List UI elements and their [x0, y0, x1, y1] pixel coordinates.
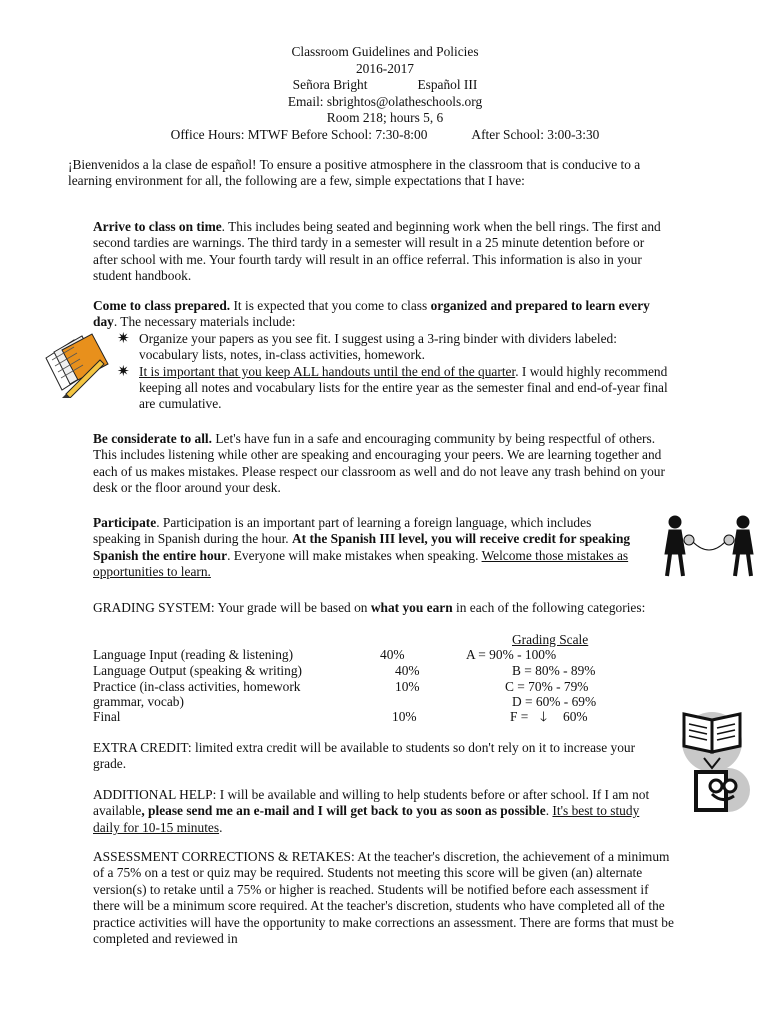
- category-name: Practice (in-class activities, homework: [93, 679, 301, 694]
- grading-intro: GRADING SYSTEM: Your grade will be based on what you earn in each of the following categories:: [93, 600, 646, 615]
- participate-section: Participate. Participation is an important part of learning a foreign language, which includes speaking in Spanish during the hour. At the Spanish III level, you will receive credit for speaking Spanish the entire hour. Everyone will make mistakes when speaking. Welcome those mistakes as opportunities to learn.: [93, 515, 631, 580]
- extra-credit-section: EXTRA CREDIT: limited extra credit will be available to students so don't rely on it to increase your grade.: [93, 740, 636, 772]
- book-and-student-icon: [678, 708, 750, 816]
- grade-scale-row: F =: [510, 709, 529, 724]
- category-name: Final: [93, 709, 121, 724]
- category-weight: 10%: [392, 709, 417, 724]
- prepared-heading: Come to class prepared.: [93, 298, 231, 313]
- grade-scale-row: B = 80% - 89%: [512, 663, 596, 678]
- arrive-section: [93, 219, 671, 285]
- considerate-section: Be considerate to all. Let's have fun in a safe and encouraging community by being respectful of others. This includes listening while other are speaking and encouraging your peers. We are learning together and each of us makes mistakes. Please respect our classroom as well and do not leave any trash behind on your desk or the floor around your desk.: [93, 431, 665, 496]
- document-title: Classroom Guidelines and Policies: [291, 44, 479, 59]
- grading-scale-heading: Grading Scale: [512, 632, 589, 647]
- grade-scale-row: C = 70% - 79%: [505, 679, 589, 694]
- after-school-hours: After School: 3:00-3:30: [471, 126, 600, 142]
- down-arrow-icon: 🡓: [540, 709, 547, 724]
- room-info: Room 218; hours 5, 6: [326, 110, 444, 126]
- grade-scale-row: A = 90% - 100%: [466, 647, 557, 662]
- category-weight: 10%: [395, 679, 420, 694]
- materials-bullet-handouts: ✷ It is important that you keep ALL handouts until the end of the quarter. I would highly recommend keeping all notes and vocabulary lists for the entire year as the semester final and end-of-year final are cumulative.: [117, 363, 668, 412]
- teacher-name: Señora Bright: [292, 77, 368, 93]
- asterisk-bullet-icon: ✷: [117, 363, 130, 380]
- category-name: grammar, vocab): [93, 694, 184, 709]
- prepared-section: Come to class prepared. It is expected that you come to class organized and prepared to learn every day. The necessary materials include: ✷ Organize your papers as you see fit. I suggest using a 3-ring binder with dividers labeled: vocabulary lists, notes, in-class activities, homework. ✷ It is important that you keep ALL handouts until the end of the quarter. I would highly recommend keeping all notes and vocabulary lists for the entire year as the semester final and end-of-year final are cumulative.: [93, 298, 671, 413]
- assessment-section: ASSESSMENT CORRECTIONS & RETAKES: At the teacher's discretion, the achievement of a minimum of a 75% on a test or quiz may be required. Students not meeting this score will be given (an) alternate version(s) to retake until a 75% or higher is reached. Students will be notified before each assessment if there will be a minimum score required. At the teacher's discretion, students who have completed all of the practice activities will have the opportunity to make corrections an assessment. There are forms that must be completed and reviewed in: [93, 849, 674, 947]
- office-hours: Office Hours: MTWF Before School: 7:30-8:00: [170, 126, 428, 142]
- participate-heading: Participate: [93, 515, 157, 530]
- asterisk-bullet-icon: ✷: [117, 330, 130, 347]
- considerate-heading: Be considerate to all.: [93, 431, 213, 446]
- teacher-email: Email: sbrightos@olatheschools.org: [287, 93, 483, 109]
- category-weight: 40%: [395, 663, 420, 678]
- document-header: [0, 44, 770, 144]
- school-year: 2016-2017: [355, 60, 415, 76]
- grade-scale-row: D = 60% - 69%: [512, 694, 597, 709]
- two-people-talking-icon: [655, 514, 763, 580]
- papers-and-pencil-icon: [40, 330, 115, 398]
- grade-scale-row: 60%: [563, 709, 588, 724]
- category-weight: 40%: [380, 647, 405, 662]
- intro-paragraph: ¡Bienvenidos a la clase de español! To ensure a positive atmosphere in the classroom that is conducive to a learning environment for all, the following are a few, simple expectations that I have:: [68, 157, 641, 189]
- category-name: Language Input (reading & listening): [93, 647, 294, 662]
- arrive-body: . This includes being seated and beginning work when the bell rings. The first and second tardies are warnings. The third tardy in a semester will result in a 25 minute detention before or after school with me. Your fourth tardy will result in an office referral. This information is also in your student handbook.: [93, 219, 661, 284]
- category-name: Language Output (speaking & writing): [93, 663, 302, 678]
- course-name: Español III: [417, 77, 478, 93]
- materials-bullet-binder: ✷ Organize your papers as you see fit. I suggest using a 3-ring binder with dividers labeled: vocabulary lists, notes, in-class activities, homework.: [117, 330, 617, 363]
- additional-help-section: ADDITIONAL HELP: I will be available and willing to help students before or after school. If I am not available, please send me an e-mail and I will get back to you as soon as possible. It's best to study daily for 10-15 minutes.: [93, 787, 650, 835]
- arrive-heading: Arrive to class on time: [93, 219, 222, 234]
